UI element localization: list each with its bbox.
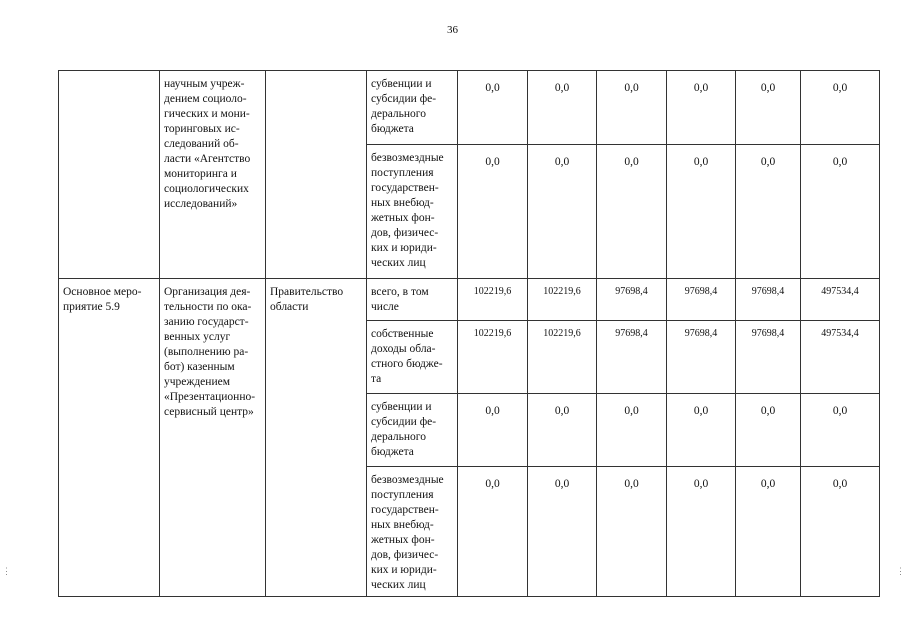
value-cell: 0,0: [801, 145, 880, 279]
executor-cell: Правительство области: [266, 279, 367, 597]
value-cell: 0,0: [597, 394, 667, 467]
activity-name-cell: [59, 71, 160, 279]
value-cell: 0,0: [736, 394, 801, 467]
activity-description-cell: Организация дея- тельности по ока- занию государст- венных услуг (выполнению ра- бот) казенным учреждением «Презентационно- сервисный центр»: [160, 279, 266, 597]
scan-mark: ⋮: [2, 566, 11, 576]
value-cell: 0,0: [528, 394, 597, 467]
value-cell: 97698,4: [736, 321, 801, 394]
value-cell: 0,0: [736, 71, 801, 145]
value-cell: 97698,4: [597, 321, 667, 394]
value-cell: 102219,6: [458, 321, 528, 394]
value-cell: 0,0: [458, 467, 528, 597]
value-cell: 0,0: [736, 145, 801, 279]
value-cell: 0,0: [667, 394, 736, 467]
page-number: 36: [447, 24, 458, 36]
value-cell: 102219,6: [458, 279, 528, 321]
value-cell: 0,0: [528, 71, 597, 145]
value-cell: 97698,4: [667, 279, 736, 321]
value-cell: 497534,4: [801, 279, 880, 321]
value-cell: 0,0: [801, 467, 880, 597]
value-cell: 497534,4: [801, 321, 880, 394]
value-cell: 0,0: [528, 467, 597, 597]
activity-description-cell: научным учреж- дением социоло- гических и мони- торинговых ис- следований об- ласти «Агентство мониторинга и социологических исследований»: [160, 71, 266, 279]
value-cell: 0,0: [801, 394, 880, 467]
value-cell: 0,0: [597, 145, 667, 279]
value-cell: 102219,6: [528, 279, 597, 321]
value-cell: 0,0: [667, 145, 736, 279]
funding-source-cell: субвенции и субсидии фе- дерального бюджета: [367, 71, 458, 145]
scan-mark: ⋮: [896, 566, 905, 576]
value-cell: 0,0: [458, 71, 528, 145]
value-cell: 0,0: [736, 467, 801, 597]
value-cell: 97698,4: [597, 279, 667, 321]
table-row: [59, 71, 880, 145]
funding-source-cell: субвенции и субсидии фе- дерального бюджета: [367, 394, 458, 467]
funding-source-cell: всего, в том числе: [367, 279, 458, 321]
funding-source-cell: безвозмездные поступления государствен- ных внебюд- жетных фон- дов, физичес- ких и юриди- ческих лиц: [367, 145, 458, 279]
value-cell: 0,0: [667, 467, 736, 597]
value-cell: 0,0: [458, 394, 528, 467]
value-cell: 97698,4: [736, 279, 801, 321]
executor-cell: [266, 71, 367, 279]
value-cell: 97698,4: [667, 321, 736, 394]
value-cell: 0,0: [458, 145, 528, 279]
value-cell: 0,0: [667, 71, 736, 145]
value-cell: 0,0: [801, 71, 880, 145]
value-cell: 0,0: [597, 467, 667, 597]
funding-source-cell: безвозмездные поступления государствен- ных внебюд- жетных фон- дов, физичес- ких и юриди- ческих лиц: [367, 467, 458, 597]
activity-name-cell: Основное меро- приятие 5.9: [59, 279, 160, 597]
value-cell: 102219,6: [528, 321, 597, 394]
budget-table: [58, 70, 880, 597]
table-row: [59, 279, 880, 321]
value-cell: 0,0: [528, 145, 597, 279]
value-cell: 0,0: [597, 71, 667, 145]
funding-source-cell: собственные доходы обла- стного бюдже- та: [367, 321, 458, 394]
